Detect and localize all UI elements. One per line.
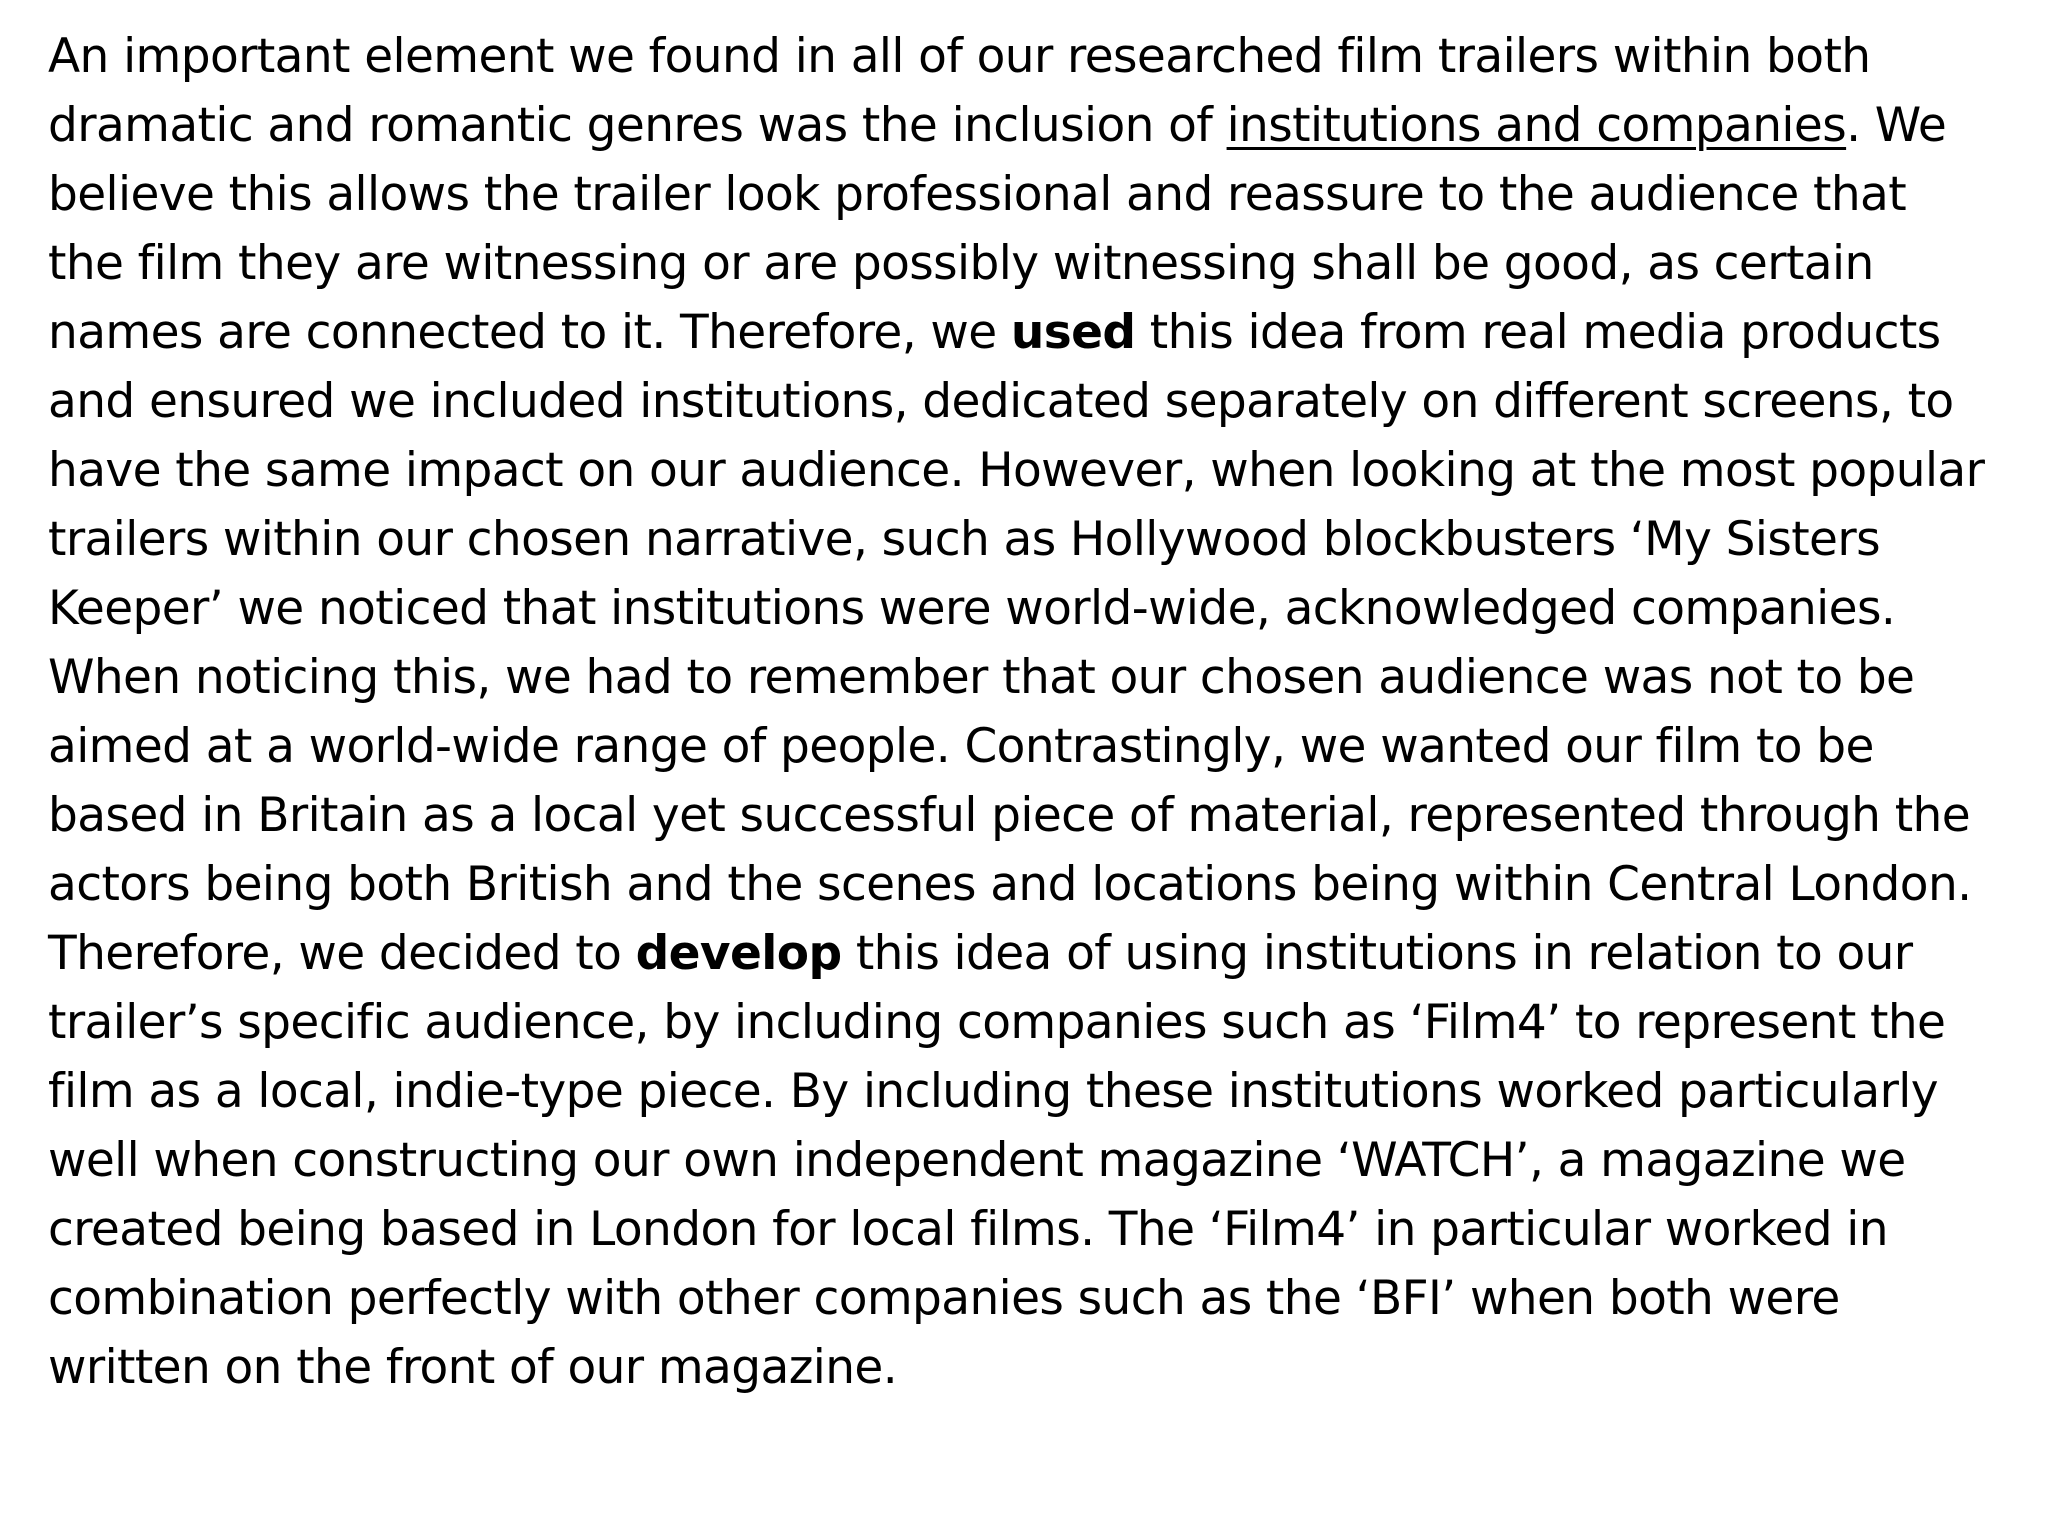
line-text: based in Britain as a local yet successful piece of material, represented through the [48,788,1971,843]
bold-word: used [1010,305,1136,360]
line-text: names are connected to it. Therefore, we [48,305,1011,360]
paragraph-line [48,367,2038,436]
line-text: An important element we found in all of our researched film trailers within both [48,29,1871,84]
paragraph-line [48,1195,2038,1264]
line-text: trailers within our chosen narrative, such as Hollywood blockbusters ‘My Sisters [48,512,1880,567]
paragraph-line [48,1057,2038,1126]
line-text: well when constructing our own independent magazine ‘WATCH’, a magazine we [48,1133,1906,1188]
paragraph-line [48,574,2038,643]
line-text: and ensured we included institutions, dedicated separately on different screens, to [48,374,1954,429]
line-text: this idea from real media products [1135,305,1941,360]
paragraph-line [48,988,2038,1057]
paragraph-line [48,436,2038,505]
paragraph-line [48,298,2038,367]
paragraph-line [48,1333,2038,1402]
line-text: have the same impact on our audience. However, when looking at the most popular [48,443,1985,498]
line-text: Therefore, we decided to [48,926,636,981]
line-text: dramatic and romantic genres was the inclusion of [48,98,1227,153]
line-text: . We [1846,98,1947,153]
line-text: Keeper’ we noticed that institutions were world-wide, acknowledged companies. [48,581,1896,636]
paragraph-line [48,781,2038,850]
line-text: believe this allows the trailer look professional and reassure to the audience that [48,167,1907,222]
line-text: When noticing this, we had to remember that our chosen audience was not to be [48,650,1915,705]
line-text: written on the front of our magazine. [48,1340,898,1395]
line-text: combination perfectly with other companies such as the ‘BFI’ when both were [48,1271,1840,1326]
paragraph-line [48,919,2038,988]
paragraph-line [48,22,2038,91]
paragraph-line [48,850,2038,919]
line-text: this idea of using institutions in relation to our [841,926,1913,981]
underlined-phrase: institutions and companies [1226,98,1847,153]
paragraph-line [48,1264,2038,1333]
paragraph-line [48,505,2038,574]
paragraph-line [48,712,2038,781]
paragraph-line [48,1126,2038,1195]
bold-word: develop [635,926,842,981]
line-text: film as a local, indie-type piece. By including these institutions worked particularly [48,1064,1938,1119]
body-paragraph [48,22,2038,1402]
line-text: actors being both British and the scenes and locations being within Central London. [48,857,1972,912]
paragraph-line [48,643,2038,712]
paragraph-line [48,160,2038,229]
paragraph-line [48,91,2038,160]
line-text: the film they are witnessing or are possibly witnessing shall be good, as certain [48,236,1874,291]
line-text: created being based in London for local films. The ‘Film4’ in particular worked in [48,1202,1888,1257]
line-text: aimed at a world-wide range of people. Contrastingly, we wanted our film to be [48,719,1874,774]
paragraph-line [48,229,2038,298]
line-text: trailer’s specific audience, by including companies such as ‘Film4’ to represent the [48,995,1946,1050]
